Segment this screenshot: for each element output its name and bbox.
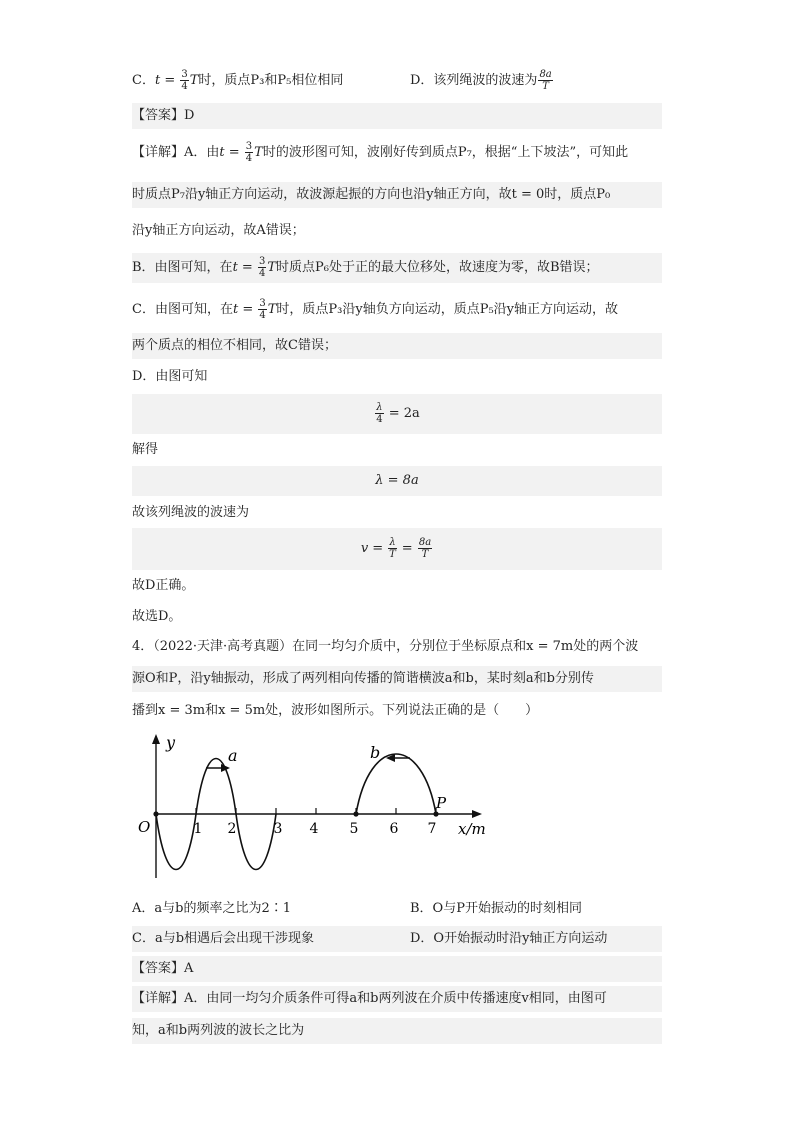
tick-label: 4 bbox=[309, 821, 319, 837]
q3-solve: 解得 bbox=[132, 442, 159, 457]
wave-b-curve bbox=[356, 754, 436, 814]
x-tick-labels bbox=[194, 821, 437, 837]
tick-label: 2 bbox=[227, 821, 237, 837]
y-axis-arrow bbox=[152, 734, 160, 744]
tick-label: 7 bbox=[427, 821, 437, 837]
q4-stem-line2: 源O和P，沿y轴振动，形成了两列相向传播的简谐横波a和b，某时刻a和b分别传 bbox=[132, 666, 662, 692]
q4-option-d: D．O开始振动时沿y轴正方向运动 bbox=[410, 931, 608, 946]
origin-label: O bbox=[138, 818, 151, 836]
q3-conclude: 故D正确。 bbox=[132, 578, 195, 593]
q3-detail-d: D．由图可知 bbox=[132, 369, 208, 384]
q3-option-d: D．该列绳波的波速为 $\frac{8a}{T}$ bbox=[410, 69, 552, 92]
q4-option-a: A．a与b的频率之比为2∶1 bbox=[132, 901, 292, 916]
q3-choose: 故选D。 bbox=[132, 609, 182, 624]
tick-label: 1 bbox=[193, 821, 203, 837]
origin-point bbox=[153, 811, 158, 816]
point-p-label: P bbox=[436, 794, 447, 812]
q4-detail-line2: 知，a和b两列波的波长之比为 bbox=[132, 1018, 662, 1044]
q3-detail-a2: 时质点P₇沿y轴正方向运动，故波源起振的方向也沿y轴正方向，故t = 0时，质点P₀ bbox=[132, 182, 662, 208]
q4-answer: 【答案】A bbox=[132, 956, 662, 982]
wave-b-label: b bbox=[370, 743, 381, 762]
q3-answer: 【答案】D bbox=[132, 103, 662, 129]
q3-detail-c1: C．由图可知，在t = $\frac{3}{4}$ T时，质点P₃沿y轴负方向运动，质点P₅沿y轴正方向运动，故 bbox=[132, 298, 619, 321]
wave-figure bbox=[130, 728, 500, 888]
q4-option-b: B．O与P开始振动的时刻相同 bbox=[410, 901, 582, 916]
q3-eq1: $\frac{\lambda}{4}$ = 2a bbox=[132, 394, 662, 434]
q3-detail-a3: 沿y轴正方向运动，故A错误； bbox=[132, 223, 305, 238]
x-ticks bbox=[196, 808, 436, 814]
wave-b-front-point bbox=[353, 811, 358, 816]
q3-detail-a1: 【详解】A．由t = $\frac{3}{4}$ T时的波形图可知，波刚好传到质点P₇，根据“上下坡法”，可知此 bbox=[132, 141, 629, 164]
q4-stem-line3: 播到x = 3m和x = 5m处，波形如图所示。下列说法正确的是（ ） bbox=[132, 703, 539, 718]
source-p-point bbox=[433, 811, 438, 816]
q4-stem-line1: 4．（2022·天津·高考真题）在同一均匀介质中，分别位于坐标原点和x = 7m处的两个波 bbox=[132, 639, 639, 654]
q3-detail-c2: 两个质点的相位不相同，故C错误； bbox=[132, 333, 662, 359]
x-axis-label: x/m bbox=[458, 820, 486, 838]
y-axis-label: y bbox=[166, 733, 176, 752]
tick-label: 3 bbox=[273, 821, 283, 837]
q3-eq3: v = $\frac{\lambda}{T}$ = $\frac{8a}{T}$ bbox=[132, 528, 662, 570]
q3-option-c: C．t = $\frac{3}{4}$ T时，质点P₃和P₅相位相同 bbox=[132, 69, 344, 92]
x-axis-arrow bbox=[472, 810, 482, 818]
tick-label: 6 bbox=[389, 821, 399, 837]
wave-a-label: a bbox=[228, 746, 238, 765]
q4-detail-line1: 【详解】A．由同一均匀介质条件可得a和b两列波在介质中传播速度v相同，由图可 bbox=[132, 986, 662, 1012]
q3-speed-intro: 故该列绳波的波速为 bbox=[132, 505, 250, 520]
tick-label: 5 bbox=[349, 821, 359, 837]
q3-detail-b: B．由图可知，在t = $\frac{3}{4}$ T时质点P₆处于正的最大位移处，故速度为零，故B错误； bbox=[132, 253, 662, 283]
q4-option-c: C．a与b相遇后会出现干涉现象 bbox=[132, 931, 315, 946]
q3-eq2: λ = 8a bbox=[132, 466, 662, 496]
